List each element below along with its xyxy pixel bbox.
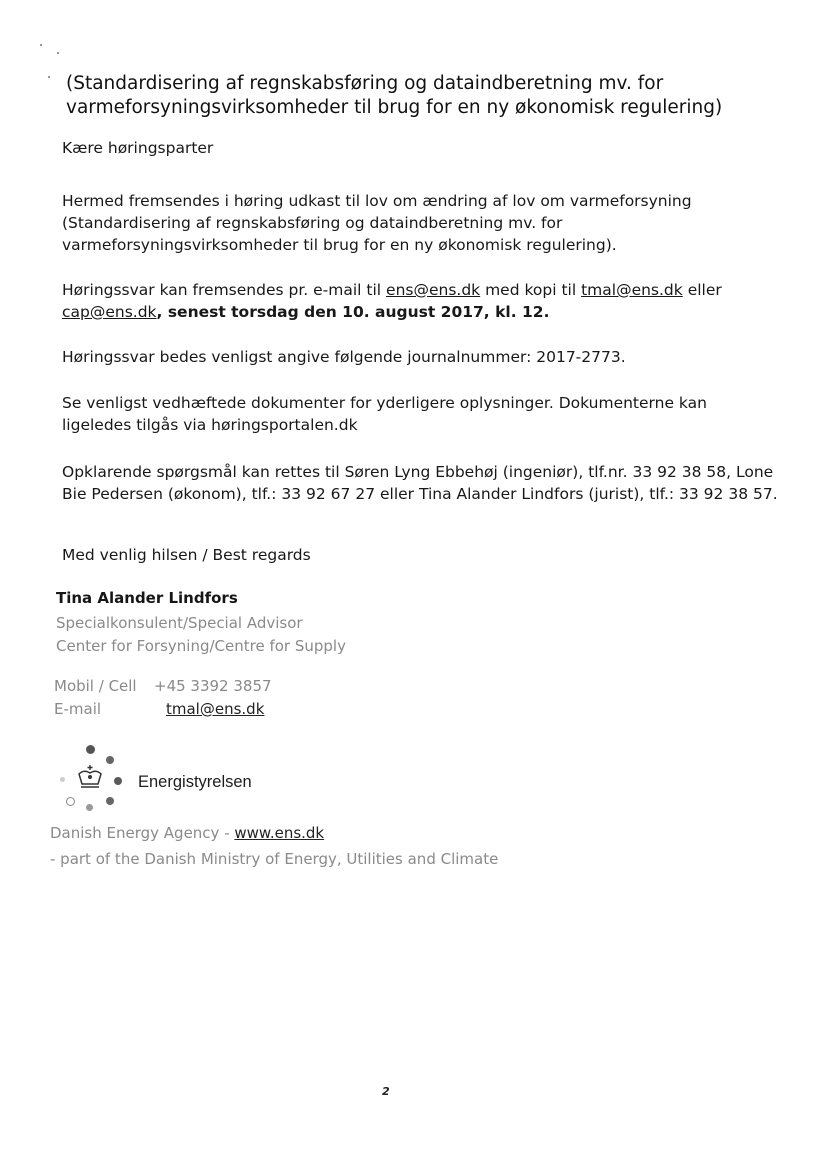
- scan-speck: [57, 52, 59, 54]
- response-line-1: [62, 279, 782, 301]
- website-link[interactable]: www.ens.dk: [234, 824, 325, 842]
- intro-line-1: Hermed fremsendes i høring udkast til lov om ændring af lov om varmeforsyning: [62, 192, 692, 210]
- contact-mobile: [54, 677, 272, 695]
- footer-agency-line: [50, 824, 324, 842]
- logo-wordmark: Energistyrelsen: [138, 773, 252, 791]
- response-text-3: eller: [682, 281, 722, 299]
- email-label: E-mail: [54, 700, 102, 718]
- footer-agency: Danish Energy Agency -: [50, 824, 235, 842]
- response-text-1: Høringssvar kan fremsendes pr. e-mail til: [62, 281, 387, 299]
- logo-dot: [114, 777, 122, 785]
- journal-paragraph: Høringssvar bedes venligst angive følgende journalnummer: 2017-2773.: [62, 348, 626, 366]
- crown-icon: [76, 764, 104, 790]
- heading-line-2: varmeforsyningsvirksomheder til brug for en ny økonomisk regulering): [66, 97, 723, 118]
- logo-dot: [66, 797, 75, 806]
- heading-line-1: (Standardisering af regnskabsføring og dataindberetning mv. for: [66, 73, 664, 94]
- response-text-2: med kopi til: [480, 281, 582, 299]
- response-line-2: [62, 301, 782, 323]
- documents-line-2: ligeledes tilgås via høringsportalen.dk: [62, 416, 358, 434]
- intro-line-2: (Standardisering af regnskabsføring og dataindberetning mv. for: [62, 214, 563, 232]
- mobile-value: +45 3392 3857: [154, 677, 272, 695]
- email-link[interactable]: tmal@ens.dk: [166, 700, 265, 718]
- signature-name: Tina Alander Lindfors: [56, 589, 238, 607]
- page-number: 2: [382, 1085, 390, 1098]
- logo-dot: [60, 777, 65, 782]
- signature-title: Specialkonsulent/Special Advisor: [56, 614, 303, 632]
- logo-dot: [86, 745, 95, 754]
- questions-paragraph: [62, 461, 782, 505]
- closing: Med venlig hilsen / Best regards: [62, 546, 311, 564]
- greeting: Kære høringsparter: [62, 139, 214, 157]
- questions-line-2: Bie Pedersen (økonom), tlf.: 33 92 67 27 eller Tina Alander Lindfors (jurist), tlf.: 33 92 38 57.: [62, 485, 778, 503]
- intro-line-3: varmeforsyningsvirksomheder til brug for en ny økonomisk regulering).: [62, 236, 617, 254]
- documents-line-1: Se venligst vedhæftede dokumenter for yderligere oplysninger. Dokumenterne kan: [62, 394, 707, 412]
- intro-paragraph: [62, 190, 782, 256]
- contact-email: [54, 700, 264, 718]
- deadline-text: , senest torsdag den 10. august 2017, kl. 12.: [156, 303, 550, 321]
- mobile-label: Mobil / Cell: [54, 677, 137, 695]
- footer-ministry: - part of the Danish Ministry of Energy, Utilities and Climate: [50, 850, 499, 868]
- email-link-cap[interactable]: cap@ens.dk: [62, 303, 157, 321]
- response-paragraph: [62, 279, 782, 323]
- logo-dot: [86, 804, 93, 811]
- signature-department: Center for Forsyning/Centre for Supply: [56, 637, 346, 655]
- documents-paragraph: [62, 392, 782, 436]
- email-link-ens[interactable]: ens@ens.dk: [386, 281, 481, 299]
- questions-line-1: Opklarende spørgsmål kan rettes til Søren Lyng Ebbehøj (ingeniør), tlf.nr. 33 92 38 58, Lone: [62, 463, 774, 481]
- logo-dot: [106, 756, 114, 764]
- logo-dot: [106, 797, 114, 805]
- email-link-tmal[interactable]: tmal@ens.dk: [581, 281, 683, 299]
- scan-speck: [40, 44, 42, 46]
- scan-speck: [48, 76, 50, 78]
- document-heading: [66, 72, 766, 120]
